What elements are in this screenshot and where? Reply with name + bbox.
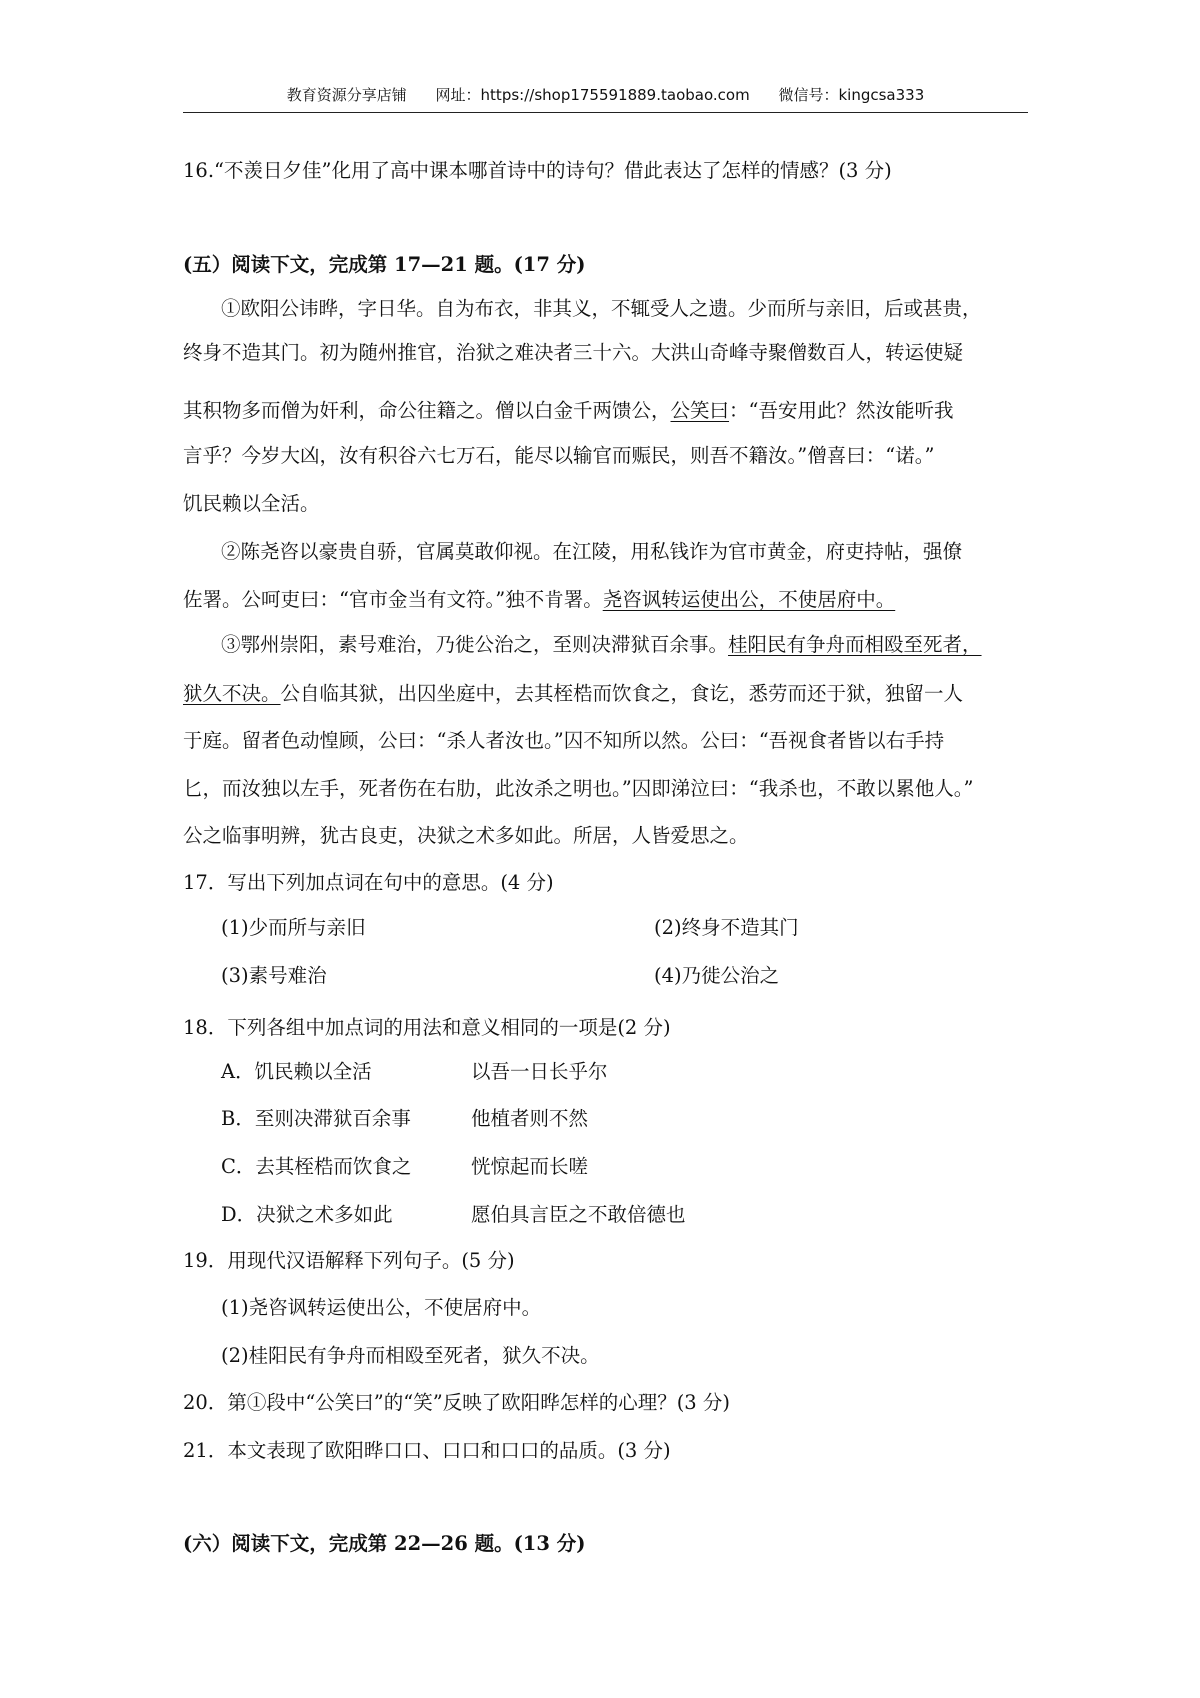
passage-p2-line1: ②陈尧咨以豪贵自骄，官属莫敢仰视。在江陵，用私钱诈为官市黄金，府吏持帖，强僚: [221, 540, 963, 563]
passage-text: ③鄂州崇阳，素号难治，乃徙公治之，至则决滞狱百余事。: [221, 633, 729, 656]
header-shop: 教育资源分享店铺: [286, 86, 407, 104]
q18-option-c: [221, 1153, 589, 1181]
passage-p3-line3: 于庭。留者色动惶顾，公曰：“杀人者汝也。”囚不知所以然。公曰：“吾视食者皆以右手持: [183, 729, 945, 752]
question-17-items-row2: [221, 962, 780, 990]
underlined-phrase: 公笑曰: [670, 399, 730, 422]
question-20: 20．第①段中“公笑曰”的“笑”反映了欧阳晔怎样的心理？(3 分): [183, 1391, 731, 1414]
question-21: 21．本文表现了欧阳晔口口、口口和口口的品质。(3 分): [183, 1439, 671, 1462]
passage-p3-line2: [183, 680, 963, 708]
q18-a-left: A．饥民赖以全活: [221, 1060, 372, 1083]
q17-item-1: (1)少而所与亲旧: [221, 916, 366, 939]
underlined-sentence: 桂阳民有争舟而相殴至死者，: [728, 633, 982, 656]
passage-p1-line2: 终身不造其门。初为随州推官，治狱之难决者三十六。大洪山奇峰寺聚僧数百人，转运使疑: [183, 341, 964, 364]
underlined-sentence: 狱久不决。: [183, 682, 281, 705]
passage-p1-line1: ①欧阳公讳晔，字日华。自为布衣，非其义，不辄受人之遗。少而所与亲旧，后或甚贵，: [221, 297, 982, 320]
q17-item-2: (2)终身不造其门: [654, 916, 799, 939]
question-17-items-row1: [221, 914, 799, 942]
q19-sentence-2: (2)桂阳民有争舟而相殴至死者，狱久不决。: [221, 1344, 600, 1367]
passage-text: 佐署。公呵吏曰：“官市金当有文符。”独不肯署。: [183, 588, 603, 611]
q18-option-a: [221, 1058, 608, 1086]
q18-option-d: [221, 1201, 686, 1229]
q18-b-left: B．至则决滞狱百余事: [221, 1107, 411, 1130]
question-19-stem: 19．用现代汉语解释下列句子。(5 分): [183, 1249, 515, 1272]
passage-p1-line5: 饥民赖以全活。: [183, 492, 320, 515]
question-17-stem: 17．写出下列加点词在句中的意思。(4 分): [183, 871, 554, 894]
q18-c-left: C．去其桎梏而饮食之: [221, 1155, 412, 1178]
header-url: 网址：https://shop175591889.taobao.com: [435, 86, 750, 104]
question-18-stem: 18．下列各组中加点词的用法和意义相同的一项是(2 分): [183, 1016, 671, 1039]
passage-p3-line5: 公之临事明辨，犹古良吏，决狱之术多如此。所居，人皆爱思之。: [183, 824, 749, 847]
passage-p1-line3: [183, 397, 954, 425]
page-header: [183, 82, 1028, 113]
header-wechat: 微信号：kingcsa333: [778, 86, 925, 104]
section-6-heading: (六）阅读下文，完成第 22—26 题。(13 分): [183, 1532, 586, 1555]
passage-p2-line2: [183, 586, 895, 614]
q17-item-3: (3)素号难治: [221, 964, 327, 987]
q18-d-left: D．决狱之术多如此: [221, 1203, 393, 1226]
passage-p3-line1: [221, 631, 982, 659]
q18-d-right: 愿伯具言臣之不敢倍德也: [471, 1203, 686, 1226]
passage-p3-line4: 匕，而汝独以左手，死者伤在右肋，此汝杀之明也。”囚即涕泣曰：“我杀也，不敢以累他人。”: [183, 777, 974, 800]
q18-a-right: 以吾一日长乎尔: [471, 1060, 608, 1083]
passage-text: 公自临其狱，出囚坐庭中，去其桎梏而饮食之，食讫，悉劳而还于狱，独留一人: [280, 682, 964, 705]
passage-text: 其积物多而僧为奸利，命公往籍之。僧以白金千两馈公，: [183, 399, 671, 422]
section-5-heading: (五）阅读下文，完成第 17—21 题。(17 分): [183, 253, 586, 276]
passage-text: ：“吾安用此？然汝能听我: [729, 399, 954, 422]
q19-sentence-1: (1)尧咨讽转运使出公，不使居府中。: [221, 1296, 542, 1319]
q17-item-4: (4)乃徙公治之: [654, 964, 780, 987]
q18-option-b: [221, 1105, 589, 1133]
question-16: 16.“不羡日夕佳”化用了高中课本哪首诗中的诗句？借此表达了怎样的情感？(3 分): [183, 159, 892, 182]
q18-c-right: 恍惊起而长嗟: [471, 1155, 589, 1178]
underlined-sentence: 尧咨讽转运使出公，不使居府中。: [602, 588, 896, 611]
passage-p1-line4: 言乎？今岁大凶，汝有积谷六七万石，能尽以输官而赈民，则吾不籍汝。”僧喜曰：“诺。”: [183, 444, 935, 467]
q18-b-right: 他植者则不然: [471, 1107, 589, 1130]
